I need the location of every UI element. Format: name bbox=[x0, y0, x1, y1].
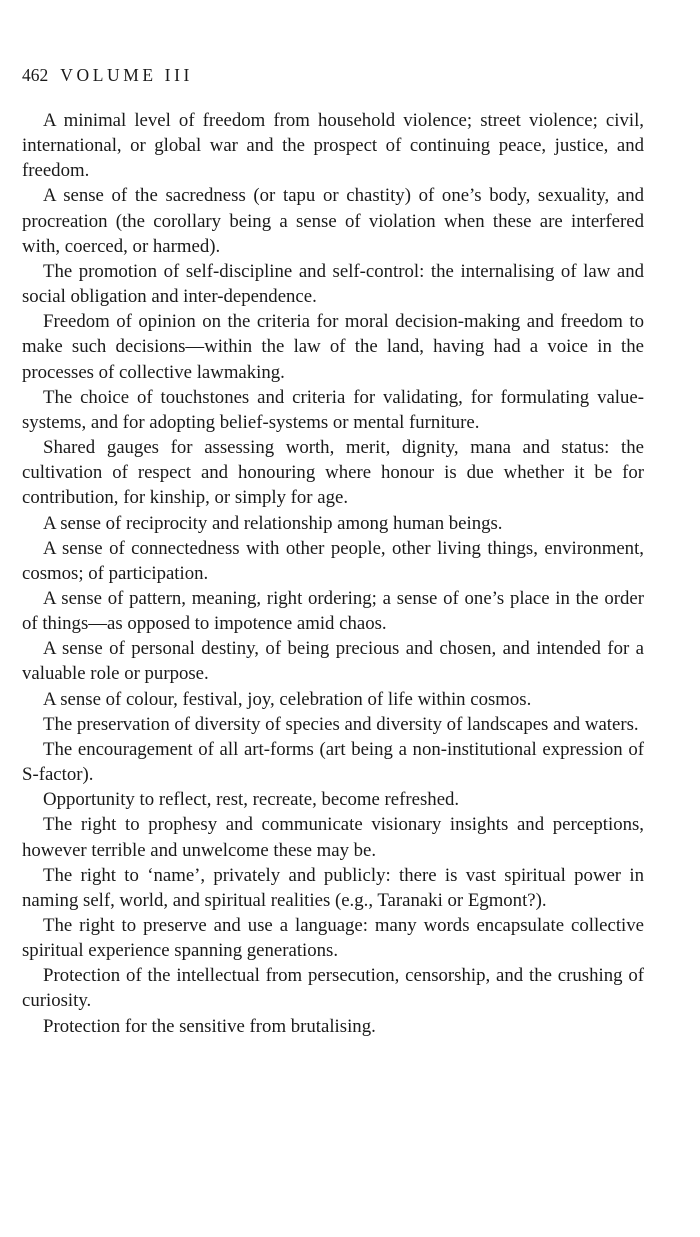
paragraph-household-violence: A minimal level of freedom from household violence; street violence; civil, international, or global war and the prospect of continuing peace, justice, and freedom. bbox=[22, 110, 644, 182]
body-text bbox=[22, 108, 644, 1039]
paragraph-reciprocity: A sense of reciprocity and relationship among human beings. bbox=[43, 512, 503, 534]
paragraph-diversity: The preservation of diversity of species and diversity of landscapes and waters. bbox=[43, 713, 639, 735]
paragraph-reflect-rest: Opportunity to reflect, rest, recreate, become refreshed. bbox=[43, 789, 460, 811]
paragraph-self-discipline: The promotion of self-discipline and self-control: the internalising of law and social obligation and inter-dependence. bbox=[22, 260, 644, 308]
paragraph-shared-gauges: Shared gauges for assessing worth, merit, dignity, mana and status: the cultivation of respect and honouring where honour is due whether it be for contribution, for kinship, or simply for age. bbox=[22, 437, 644, 509]
volume-label: VOLUME III bbox=[60, 65, 193, 85]
paragraph-sacredness: A sense of the sacredness (or tapu or chastity) of one’s body, sexuality, and procreation (the corollary being a sense of violation when these are interfered with, coerced, or harmed). bbox=[22, 185, 644, 257]
paragraph-language: The right to preserve and use a language: many words encapsulate collective spiritual experience spanning generations. bbox=[22, 915, 644, 962]
page-number: 462 bbox=[22, 65, 49, 85]
paragraph-sensitive: Protection for the sensitive from brutalising. bbox=[43, 1015, 376, 1037]
paragraph-personal-destiny: A sense of personal destiny, of being precious and chosen, and intended for a valuable role or purpose. bbox=[22, 638, 644, 685]
running-head bbox=[22, 63, 193, 87]
paragraph-colour-festival: A sense of colour, festival, joy, celebration of life within cosmos. bbox=[43, 688, 532, 710]
paragraph-pattern-meaning: A sense of pattern, meaning, right ordering; a sense of one’s place in the order of things—as opposed to impotence amid chaos. bbox=[22, 587, 644, 635]
paragraph-touchstones: The choice of touchstones and criteria for validating, for formulating value-systems, and for adopting belief-systems or mental furniture. bbox=[22, 386, 644, 433]
paragraph-connectedness: A sense of connectedness with other people, other living things, environment, cosmos; of participation. bbox=[22, 537, 644, 584]
paragraph-art-forms: The encouragement of all art-forms (art being a non-institutional expression of S-factor). bbox=[22, 738, 644, 786]
paragraph-right-to-name: The right to ‘name’, privately and publicly: there is vast spiritual power in naming self, world, and spiritual realities (e.g., Taranaki or Egmont?). bbox=[22, 864, 644, 911]
paragraph-freedom-of-opinion: Freedom of opinion on the criteria for moral decision-making and freedom to make such decisions—within the law of the land, having had a voice in the processes of collective lawmaking. bbox=[22, 311, 644, 383]
paragraph-prophesy: The right to prophesy and communicate visionary insights and perceptions, however terrible and unwelcome these may be. bbox=[22, 814, 644, 861]
paragraph-intellectual: Protection of the intellectual from persecution, censorship, and the crushing of curiosity. bbox=[22, 965, 644, 1012]
